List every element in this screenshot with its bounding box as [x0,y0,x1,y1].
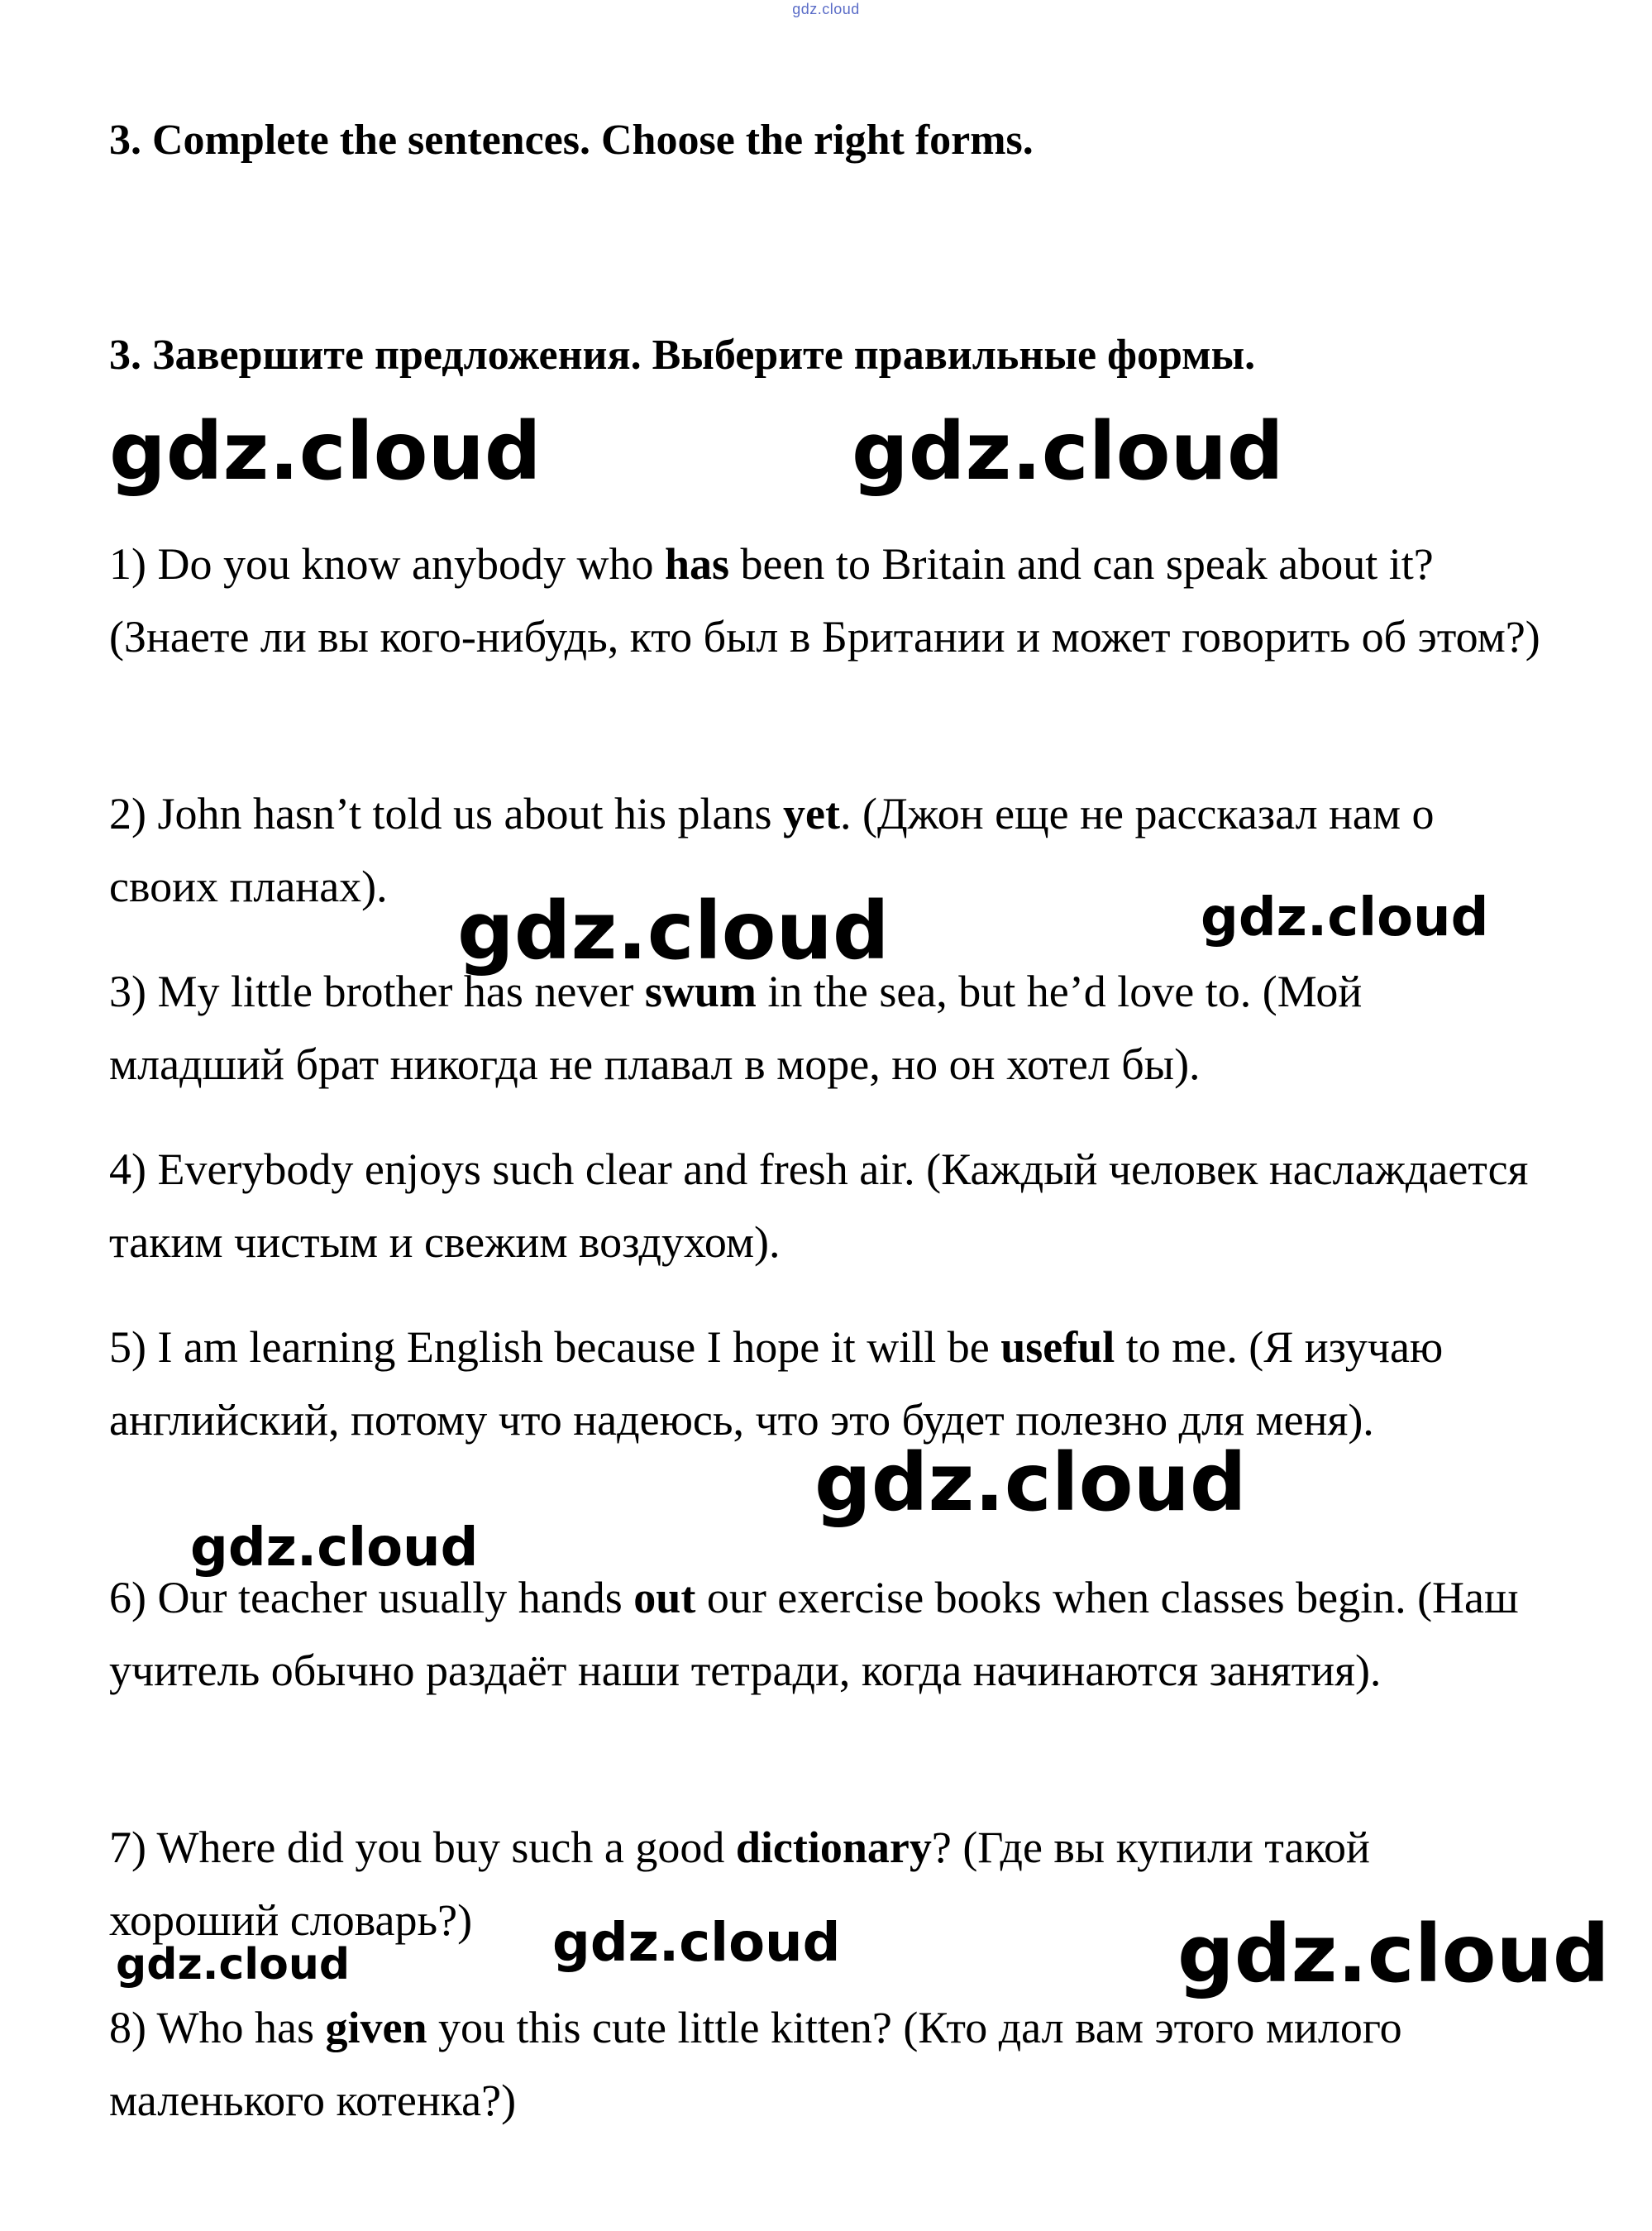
watermark: gdz.cloud [814,1436,1247,1529]
watermark: gdz.cloud [190,1517,479,1579]
answer-word: useful [1000,1322,1115,1372]
watermark: gdz.cloud [116,1940,351,1990]
item-text-before: 5) I am learning English because I hope it will be [109,1322,1001,1372]
exercise-title-russian: 3. Завершите предложения. Выберите правильные формы. [109,332,1256,379]
item-text-before: 6) Our teacher usually hands [109,1573,634,1622]
exercise-title-english: 3. Complete the sentences. Choose the right forms. [109,117,1034,164]
item-text-before: 1) Do you know anybody who [109,539,665,589]
watermark: gdz.cloud [457,885,890,977]
watermark: gdz.cloud [1201,887,1489,948]
item-text-before: 7) Where did you buy such a good [109,1823,736,1872]
item-text-after: in the sea, but he’d love to. (Мой младший брат никогда не плавал в море, но он хотел бы). [109,967,1363,1089]
item-text-after: you this cute little kitten? (Кто дал вам этого милого маленького котенка?) [109,2003,1402,2125]
watermark: gdz.cloud [552,1913,841,1974]
answer-word: out [633,1573,696,1622]
watermark: gdz.cloud [852,405,1284,498]
item-text-before: 4) Everybody enjoys such clear and fresh air. (Каждый человек наслаждается таким чистым и свежим воздухом). [109,1144,1529,1267]
item-text-after: our exercise books when classes begin. (Наш учитель обычно раздаёт наши тетради, когда начинаются занятия). [109,1573,1519,1695]
item-text-before: 2) John hasn’t told us about his plans [109,789,783,838]
answer-word: given [325,2003,427,2052]
item-text-after: . (Джон еще не рассказал нам о своих планах). [109,789,1435,911]
answer-word: has [664,539,729,589]
answer-word: swum [644,967,757,1016]
answer-item-8 [109,1991,1548,2137]
answer-item-4 [109,1133,1548,1278]
watermark: gdz.cloud [109,405,542,498]
answer-word: yet [782,789,840,838]
item-text-before: 3) My little brother has never [109,967,645,1016]
answer-item-5 [109,1311,1548,1456]
answer-item-6 [109,1561,1548,1707]
item-text-after: ? (Где вы купили такой хороший словарь?) [109,1823,1370,1945]
answer-item-1 [109,528,1548,673]
answer-word: dictionary [735,1823,932,1872]
item-text-after: been to Britain and can speak about it? (Знаете ли вы кого-нибудь, кто был в Британии и может говорить об этом?) [109,539,1540,662]
top-watermark: gdz.cloud [792,1,860,17]
watermark: gdz.cloud [1177,1908,1610,2000]
item-text-before: 8) Who has [109,2003,326,2052]
item-text-after: to me. (Я изучаю английский, потому что надеюсь, что это будет полезно для меня). [109,1322,1444,1445]
